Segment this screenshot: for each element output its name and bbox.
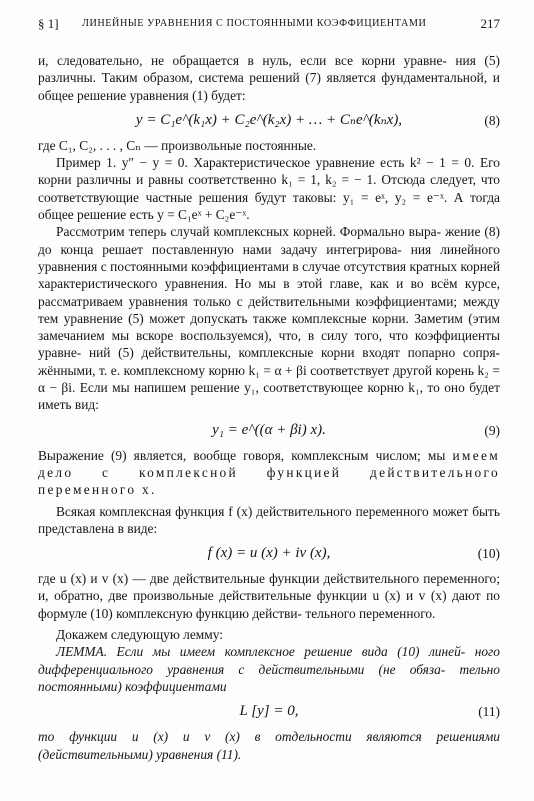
- text-line: Выражение (9) является, вообще говоря, комплексным числом; мы: [38, 447, 446, 463]
- text-line: тельно постоянными) коэффициентами: [38, 661, 501, 694]
- text-line: то функции u (x) и v (x) в отдельности являются решениями: [38, 729, 500, 745]
- equation-11-number: (11): [478, 704, 500, 720]
- text-line: ного дифференциального уравнения с действительными (не обяза-: [38, 644, 500, 677]
- text-line: допускать также комплексные корни. Заметим (этим замечанием мы: [38, 310, 500, 344]
- text-line: Пример 1. y″ − y = 0. Характеристическое уравнение есть: [56, 155, 405, 171]
- text-line: u (x) и v (x) дают по формуле (10) комплексную функцию действи-: [38, 588, 500, 621]
- text-line: в этой главе, как и во всём курсе, рассматриваем уравнения только: [38, 276, 500, 309]
- text-line: Всякая комплексная функция f (x) действительного переменного: [56, 503, 429, 519]
- page-body: [38, 52, 500, 763]
- text-line: будут таковы: y₁ = eˣ, y₂ = e⁻ˣ. А тогда общее решение есть: [38, 189, 500, 223]
- text-line: может быть представлена в виде:: [38, 503, 500, 536]
- text-line-spaced: имеем дело с комплексной функцией действительного: [38, 447, 500, 480]
- paragraph-complex-function: [38, 447, 500, 499]
- equation-10-formula: f (x) = u (x) + iv (x),: [207, 545, 331, 562]
- text-line: жёнными, т. е. комплексному корню k₁ = α + βi соответствует другой: [38, 362, 432, 378]
- text-line: Докажем следующую лемму:: [56, 627, 223, 643]
- paragraph-representation: [38, 503, 500, 538]
- paragraph-real-functions: [38, 570, 500, 622]
- equation-9: [38, 414, 500, 447]
- paragraph-2: [38, 137, 500, 154]
- text-line: ний (5) действительны, комплексные корни входят попарно сопря-: [88, 345, 500, 361]
- text-line: и, следовательно, не обращается в нуль, если все корни уравне-: [38, 53, 447, 68]
- text-line: переменного; и, обратно, две произвольные действительные функции: [38, 571, 500, 604]
- text-line: Рассмотрим теперь случай комплексных корней. Формально выра-: [56, 224, 442, 240]
- text-line-spaced: переменного x.: [38, 482, 157, 498]
- example-1: [38, 154, 500, 223]
- text-line: отсутствия кратных корней характеристического уравнения. Но мы: [38, 258, 500, 292]
- paragraph-1: [38, 52, 500, 104]
- text-line: ния (5) различны. Таким образом, система решений (7) является: [38, 53, 500, 86]
- paragraph-complex-roots: [38, 223, 500, 413]
- lemma-statement: [38, 643, 500, 695]
- header-section: § 1]: [38, 16, 59, 31]
- running-header: [38, 14, 500, 34]
- text-line: где u (x) и v (x) — две действительные функции действительного: [38, 571, 420, 587]
- text-line: y = C₁eˣ + C₂e⁻ˣ.: [157, 207, 250, 223]
- text-line: (действительными) уравнения (11).: [38, 746, 242, 762]
- paragraph-lemma-intro: [38, 626, 500, 643]
- equation-11-formula: L [y] = 0,: [239, 703, 299, 720]
- text-line: где C₁, C₂, . . . , Cₙ — произвольные постоянные.: [38, 137, 317, 153]
- text-line: ЛЕММА. Если мы имеем комплексное решение вида (10) линей-: [56, 644, 466, 660]
- equation-11: [38, 695, 500, 728]
- equation-8: [38, 104, 500, 137]
- text-line: k² − 1 = 0. Его корни различны и равны соответственно k₁ = 1,: [38, 155, 500, 188]
- lemma-conclusion: [38, 728, 500, 763]
- text-line: фундаментальной, и общее решение уравнения (1) будет:: [38, 70, 500, 103]
- equation-8-number: (8): [484, 112, 500, 128]
- equation-9-number: (9): [484, 422, 500, 438]
- text-line: с действительными коэффициентами; между тем уравнение (5) может: [38, 293, 500, 326]
- text-line: корню k₁, то оно будет иметь вид:: [38, 380, 500, 413]
- text-line: вскоре воспользуемся), что, в силу того, что коэффициенты уравне-: [38, 328, 500, 361]
- text-line: жение (8) до конца решает поставленную нами задачу интегрирова-: [38, 224, 500, 257]
- equation-8-formula: y = C₁e^(k₁x) + C₂e^(k₂x) + … + Cₙe^(kₙx),: [135, 111, 403, 128]
- page-number: 217: [480, 16, 500, 31]
- equation-10-number: (10): [477, 546, 500, 562]
- text-line: ния линейного уравнения с постоянными коэффициентами в случае: [38, 241, 500, 274]
- text-line: тельного переменного.: [305, 605, 436, 621]
- header-title: ЛИНЕЙНЫЕ УРАВНЕНИЯ С ПОСТОЯННЫМИ КОЭФФИЦИЕНТАМИ: [82, 18, 427, 29]
- equation-9-formula: y₁ = e^((α + βi) x).: [212, 421, 326, 438]
- equation-10: [38, 537, 500, 570]
- text-line: корень k₂ = α − βi. Если мы напишем решение y₁, соответствующее: [38, 362, 500, 396]
- text-line: k₂ = − 1. Отсюда следует, что соответствующие частные решения: [38, 172, 500, 205]
